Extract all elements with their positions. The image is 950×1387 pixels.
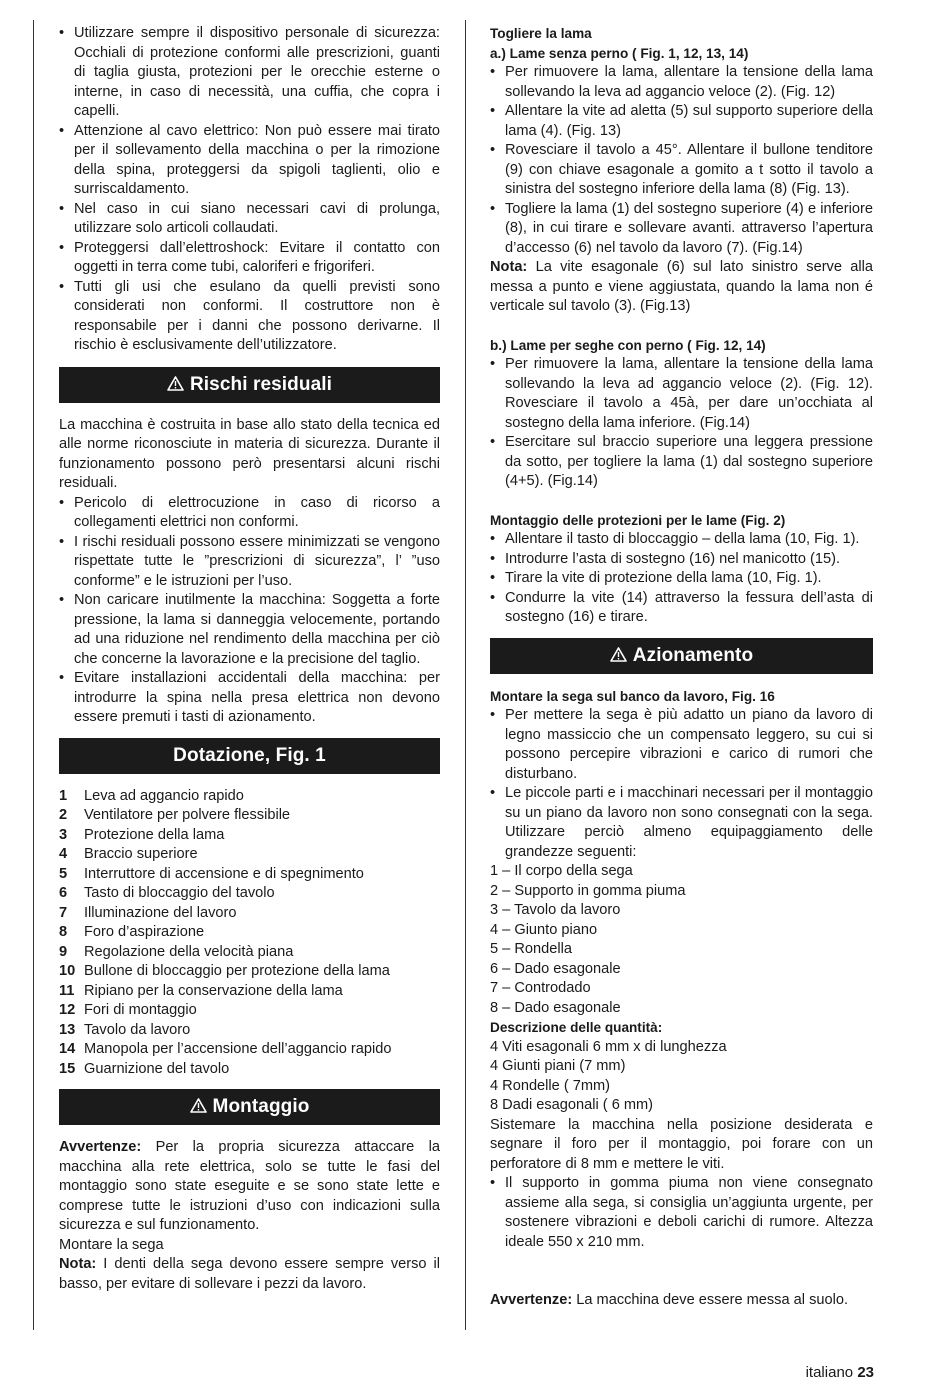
list-item: 4 Giunti piani (7 mm) xyxy=(490,1058,626,1074)
section-banner-montaggio xyxy=(59,1089,440,1125)
page-footer xyxy=(806,1363,874,1383)
list-item: 11 Ripiano per la conservazione della lama xyxy=(59,982,343,999)
list-item: • Per rimuovere la lama, allentare la tensione della lama sollevando la leva ad aggancio veloce (2). (Fig. 12) xyxy=(490,63,873,102)
subsection-heading: a.) Lame senza perno ( Fig. 1, 12, 13, 14) xyxy=(490,45,749,61)
list-item: 7 – Controdado xyxy=(490,980,591,996)
list-item: 4 Braccio superiore xyxy=(59,846,198,862)
nota-label: Nota: xyxy=(59,1256,97,1272)
list-item: • Allentare la vite ad aletta (5) sul supporto superiore della lama (4). (Fig. 13) xyxy=(490,102,873,141)
section-heading: Togliere la lama xyxy=(490,26,592,41)
list-item: • Per mettere la sega è più adatto un piano da lavoro di legno massiccio che un compensato leggero, su cui si possono percepire vibrazioni e carico di rumori che disturbano. xyxy=(490,706,873,784)
list-item: 2 – Supporto in gomma piuma xyxy=(490,882,686,899)
column-divider xyxy=(465,20,466,1330)
list-item: 1 Leva ad aggancio rapido xyxy=(59,787,244,804)
list-item: • I rischi residuali possono essere minimizzati se vengono rispettate tutte le ”prescrizioni di sicurezza”, l’ ”uso conforme” e le istruzioni per l’uso. xyxy=(59,533,440,592)
list-item: • Nel caso in cui siano necessari cavi di prolunga, utilizzare solo articoli collaudati. xyxy=(59,200,440,239)
list-item: • Condurre la vite (14) attraverso la fessura dell’asta di sostegno (16) e tirare. xyxy=(490,589,873,628)
paragraph: Montare la sega xyxy=(59,1236,164,1253)
list-item: 2 Ventilatore per polvere flessibile xyxy=(59,807,291,823)
list-item: 6 Tasto di bloccaggio del tavolo xyxy=(59,885,275,901)
list-item: 7 Illuminazione del lavoro xyxy=(59,904,237,921)
list-item: 8 – Dado esagonale xyxy=(490,999,621,1016)
list-item: • Utilizzare sempre il dispositivo personale di sicurezza: Occhiali di protezione conformi alle prescrizioni, guanti di taglia giusta, protezioni per le orecchie esterne o interne, in caso di necessità, una cuffia, che copra i capelli. xyxy=(59,24,440,122)
list-item: 4 Rondelle ( 7mm) xyxy=(490,1077,611,1094)
list-item: 5 Interruttore di accensione e di spegnimento xyxy=(59,865,364,882)
list-item: • Per rimuovere la lama, allentare la tensione della lama sollevando la leva ad aggancio veloce (2). (Fig. 12). Rovesciare il tavolo a 45à, per dare un’occhiata al sostegno della lama inferiore. (Fig.14) xyxy=(490,355,873,433)
list-item: • Le piccole parti e i macchinari necessari per il montaggio su un piano da lavoro non sono consegnati con la sega. Utilizzare perciò almeno equipaggiamento delle grandezze seguenti: xyxy=(490,784,873,862)
list-item: 10 Bullone di bloccaggio per protezione della lama xyxy=(59,963,390,979)
dotazione-list xyxy=(59,787,440,1080)
right-column xyxy=(490,24,873,1311)
list-item: 3 – Tavolo da lavoro xyxy=(490,902,621,918)
paragraph: Nota: I denti della sega devono essere sempre verso il basso, per evitare di sollevare i pezzi da lavoro. xyxy=(59,1256,440,1292)
list-item: 8 Dadi esagonali ( 6 mm) xyxy=(490,1097,654,1113)
safety-bullet-list xyxy=(59,24,440,356)
list-item: 9 Regolazione della velocità piana xyxy=(59,943,294,960)
warning-icon xyxy=(190,1098,207,1118)
togliere-a-list xyxy=(490,63,873,258)
azionamento-list xyxy=(490,706,873,862)
subsection-heading: b.) Lame per seghe con perno ( Fig. 12, 14) xyxy=(490,337,766,353)
section-title: Montaggio xyxy=(212,1096,310,1118)
list-item: 15 Guarnizione del tavolo xyxy=(59,1060,230,1077)
parts-list xyxy=(490,862,873,1018)
left-margin-rule xyxy=(33,20,34,1330)
list-item: 5 – Rondella xyxy=(490,941,572,957)
list-item: 3 Protezione della lama xyxy=(59,826,225,843)
list-item: • Esercitare sul braccio superiore una leggera pressione da sotto, per togliere la lama (1) dal sostegno superiore (4+5). (Fig.14) xyxy=(490,433,873,492)
list-item: • Tutti gli usi che esulano da quelli previsti sono considerati non conformi. Il costruttore non è responsabile per i danni che possono derivarne. Il rischio è esclusivamente dell’utilizzatore. xyxy=(59,278,440,356)
list-item: 1 – Il corpo della sega xyxy=(490,863,633,879)
list-item: 4 Viti esagonali 6 mm x di lunghezza xyxy=(490,1038,727,1055)
list-item: • Rovesciare il tavolo a 45°. Allentare il bullone tenditore (9) con chiave esagonale a gomito a t sotto il tavolo a sinistra del sostegno inferiore della lama (8) (Fig. 13). xyxy=(490,141,873,200)
list-item: 6 – Dado esagonale xyxy=(490,960,621,977)
subsection-heading: Descrizione delle quantità: xyxy=(490,1020,663,1035)
list-item: 4 – Giunto piano xyxy=(490,921,598,938)
paragraph: Avvertenze: Per la propria sicurezza attaccare la macchina alla rete elettrica, solo se tutte le fasi del montaggio sono state eseguite e se sono state lette e comprese tutte le istruzioni d’uso con indicazioni sulla sicurezza e sul funzionamento. xyxy=(59,1139,440,1233)
list-item: • Non caricare inutilmente la macchina: Soggetta a forte pressione, la lama si danneggia velocemente, portando ad una riduzione nel rendimento della macchina per ciò che concerne la lavorazione e la precisione del taglio. xyxy=(59,591,440,669)
avvertenze-label: Avvertenze: xyxy=(490,1292,573,1308)
paragraph: Nota: La vite esagonale (6) sul lato sinistro serve alla messa a punto e viene aggiustata, quando la lama non é verticale sul tavolo (3). (Fig.13) xyxy=(490,259,873,314)
footer-language: italiano xyxy=(805,1364,854,1381)
section-heading: Montaggio delle protezioni per le lame (Fig. 2) xyxy=(490,512,786,528)
section-title: Dotazione, Fig. 1 xyxy=(173,744,326,766)
list-item: • Togliere la lama (1) del sostegno superiore (4) e inferiore (8), in cui tirare e sollevare avanti. attraverso l’apertura d’accesso (6) nel tavolo da lavoro (7). (Fig.14) xyxy=(490,200,873,259)
warning-icon xyxy=(167,376,184,396)
section-title: Rischi residuali xyxy=(189,373,333,395)
rischi-bullet-list xyxy=(59,494,440,728)
supporto-list xyxy=(490,1174,873,1252)
nota-label: Nota: xyxy=(490,259,528,275)
avvertenze-label: Avvertenze: xyxy=(59,1139,142,1155)
list-item: 12 Fori di montaggio xyxy=(59,1002,197,1018)
list-item: • Attenzione al cavo elettrico: Non può essere mai tirato per il sollevamento della macchina o per la rimozione della spina, proteggersi da spigoli taglienti, olio e surriscaldamento. xyxy=(59,122,440,200)
list-item: 13 Tavolo da lavoro xyxy=(59,1021,191,1038)
quantities-list xyxy=(490,1038,873,1116)
list-item: • Pericolo di elettrocuzione in caso di ricorso a collegamenti elettrici non conformi. xyxy=(59,494,440,533)
list-item: • Il supporto in gomma piuma non viene consegnato assieme alla sega, si consiglia un’aggiunta urgente, per sostenere vibrazioni e deboli carichi di rumore. Altezza ideale 550 x 210 mm. xyxy=(490,1174,873,1252)
page-number: 23 xyxy=(857,1364,874,1381)
list-item: • Introdurre l’asta di sostegno (16) nel manicotto (15). xyxy=(490,550,873,570)
protezioni-list xyxy=(490,530,873,628)
list-item: • Evitare installazioni accidentali della macchina: per introdurre la spina nella presa elettrica non devono essere premuti i tasti di azionamento. xyxy=(59,669,440,728)
section-banner-azionamento xyxy=(490,638,873,674)
list-item: • Proteggersi dall’elettroshock: Evitare il contatto con oggetti in terra come tubi, caloriferi e frigoriferi. xyxy=(59,239,440,278)
togliere-b-list xyxy=(490,355,873,492)
paragraph: Avvertenze: La macchina deve essere messa al suolo. xyxy=(490,1292,849,1308)
list-item: • Tirare la vite di protezione della lama (10, Fig. 1). xyxy=(490,569,873,589)
left-column xyxy=(59,24,440,1294)
list-item: • Allentare il tasto di bloccaggio – della lama (10, Fig. 1). xyxy=(490,530,873,550)
subsection-heading: Montare la sega sul banco da lavoro, Fig. 16 xyxy=(490,688,775,704)
list-item: 8 Foro d’aspirazione xyxy=(59,924,205,940)
paragraph: La macchina è costruita in base allo stato della tecnica ed alle norme riconosciute in materia di sicurezza. Durante il funzionamento possono però presentarsi alcuni rischi residuali. xyxy=(59,416,440,491)
section-banner-dotazione xyxy=(59,738,440,774)
list-item: 14 Manopola per l’accensione dell’aggancio rapido xyxy=(59,1041,392,1057)
section-banner-rischi xyxy=(59,367,440,403)
section-title: Azionamento xyxy=(632,644,754,666)
paragraph: Sistemare la macchina nella posizione desiderata e segnare il foro per il montaggio, poi forare con un perforatore di 8 mm e mettere le viti. xyxy=(490,1116,873,1172)
warning-icon xyxy=(610,647,627,667)
